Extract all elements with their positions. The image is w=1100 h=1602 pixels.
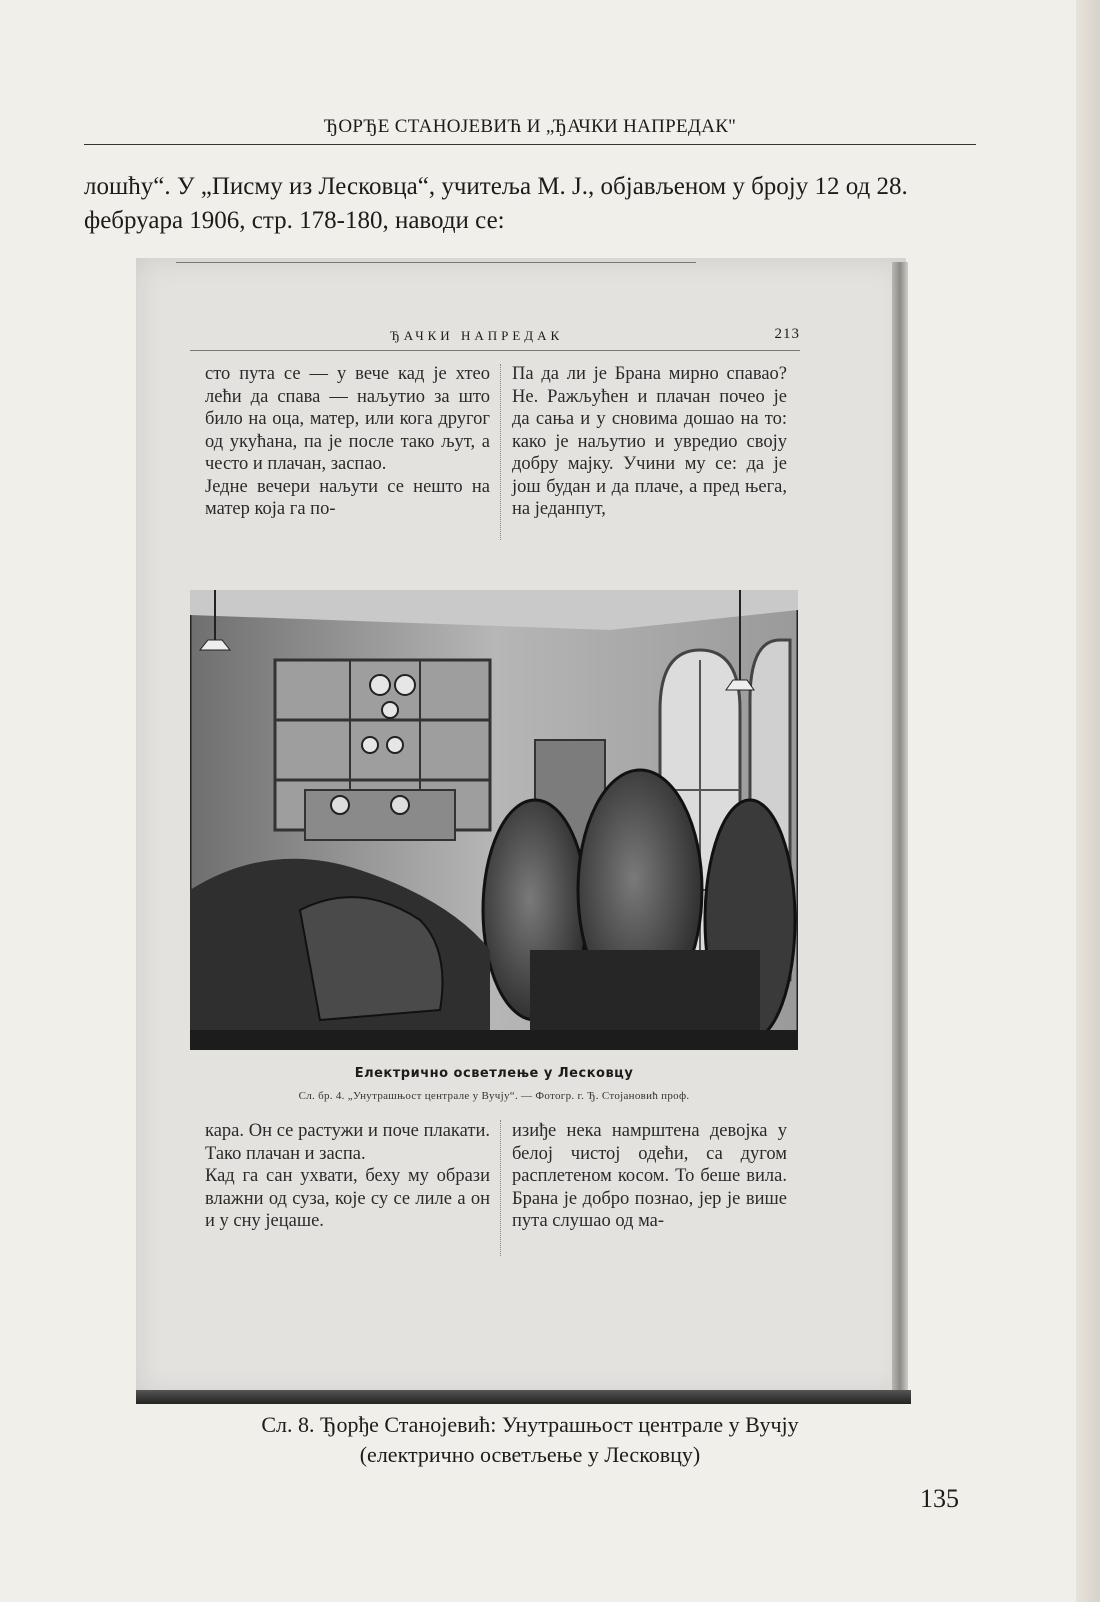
scan-running-head [190, 326, 800, 351]
scan-binding-edge [892, 262, 908, 1402]
photo-caption: Електрично осветлење у Лесковцу [354, 1066, 634, 1081]
column-divider [500, 364, 501, 540]
figure-caption-line-1: Сл. 8. Ђорђе Станојевић: Унутрашњост централе у Вучју [261, 1412, 799, 1437]
photo-credit: Сл. бр. 4. „Унутрашњост централе у Вучју“. — Фотогр. г. Ђ. Стојановић проф. [298, 1090, 690, 1102]
scan-column-right-bottom: изиђе нека намрштена девојка у белој чистој одећи, са дугом расплетеном косом. То беше вила. Брана је добро познао, јер је више пута слушао од ма- [512, 1121, 787, 1231]
column-divider [500, 1120, 501, 1256]
figure-caption [84, 1410, 976, 1470]
scan-bottom-edge [136, 1390, 911, 1404]
scan-top-line [176, 262, 696, 263]
scan-journal-title: ЂАЧКИ НАПРЕДАК [390, 328, 564, 343]
figure-caption-line-2: (електрично осветљење у Лесковцу) [359, 1442, 701, 1467]
scan-page-number: 213 [774, 326, 800, 342]
scan-column-left-bottom: кара. Он се растужи и поче плакати. Тако плачан и заспа. Кад га сан ухвати, беху му образи влажни од суза, које су се лиле а он и у сну јецаше. [205, 1121, 490, 1231]
running-head: ЂОРЂЕ СТАНОЈЕВИЋ И „ЂАЧКИ НАПРЕДАК" [323, 116, 737, 137]
scan-column-left-top: сто пута се — у вече кад је хтео лећи да спава — наљутио за што било на оца, матер, или кога другог од укућана, па је после тако љут, а често и плачан, заспао. Једне вечери наљути се нешто на матер која га по- [205, 364, 490, 519]
power-plant-photo [190, 590, 798, 1050]
scan-column-right-top: Па да ли је Брана мирно спавао? Не. Ражљућен и плачан почео је да сања и у сновима дошао на то: како је наљутио и увредио своју добру мајку. Учини му се: да је још будан и да плаче, а пред њега, на једанпут, [512, 364, 787, 519]
intro-paragraph: лошћу“. У „Писму из Лесковца“, учитеља М. Ј., објављеном у броју 12 од 28. фебруара 1906, стр. 178-180, наводи се: [84, 173, 908, 234]
page-number: 135 [920, 1484, 959, 1513]
header-rule [84, 144, 976, 145]
page-edge [1076, 0, 1100, 1602]
